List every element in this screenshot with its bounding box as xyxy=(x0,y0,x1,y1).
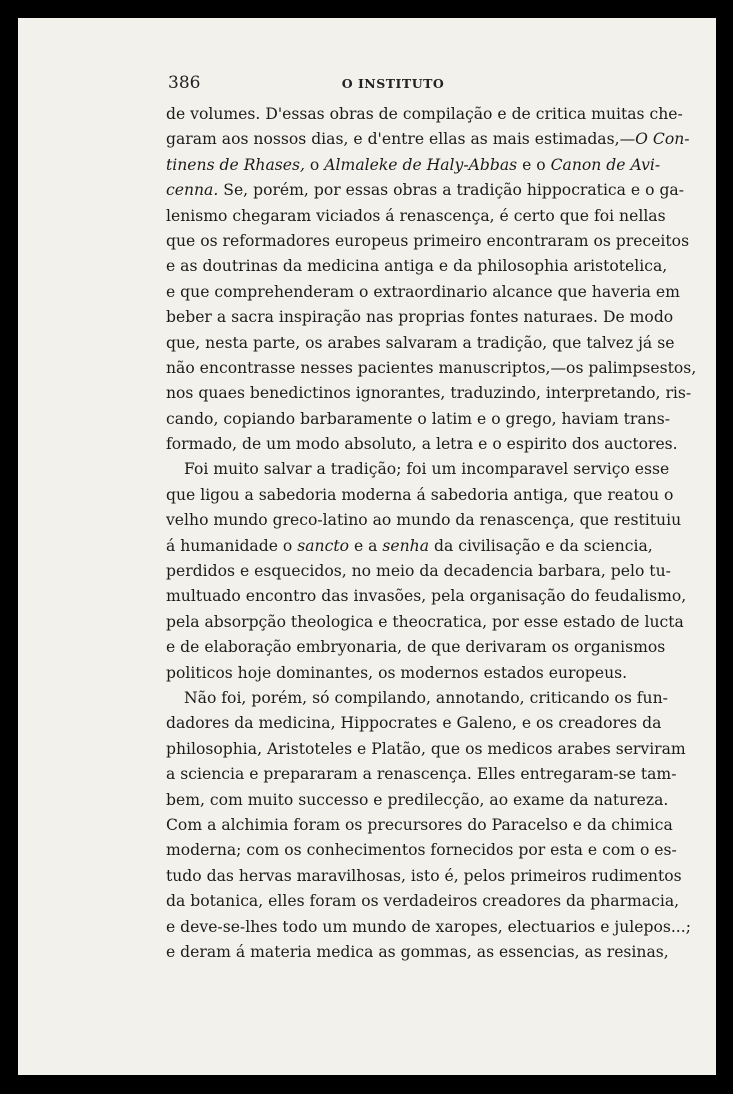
text-line xyxy=(166,508,682,533)
text-line xyxy=(166,940,669,965)
text-run: pela absorpção theologica e theocratica, por esse estado de lucta xyxy=(166,612,684,631)
text-line xyxy=(166,711,662,736)
text-run: moderna; com os conhecimentos fornecidos por esta e com o es- xyxy=(166,841,677,860)
text-line xyxy=(166,102,683,127)
text-run: cando, copiando barbaramente o latim e o grego, haviam trans- xyxy=(166,409,671,428)
text-line xyxy=(166,610,684,635)
text-line xyxy=(166,305,674,330)
text-run: Se, porém, por essas obras a tradição hippocratica e o ga- xyxy=(218,181,685,200)
text-line xyxy=(166,280,680,305)
text-line xyxy=(166,788,669,813)
text-line xyxy=(166,737,686,762)
body-text xyxy=(166,102,697,965)
text-run: lenismo chegaram viciados á renascença, é certo que foi nellas xyxy=(166,206,666,225)
text-line xyxy=(166,584,687,609)
text-run: Foi muito salvar a tradição; foi um incomparavel serviço esse xyxy=(184,460,670,479)
text-run: que os reformadores europeus primeiro encontraram os preceitos xyxy=(166,231,690,250)
italic-text: tinens de Rhases, xyxy=(166,155,305,174)
text-line xyxy=(166,229,690,254)
text-run: nos quaes benedictinos ignorantes, traduzindo, interpretando, ris- xyxy=(166,384,692,403)
text-line xyxy=(166,254,668,279)
italic-text: Canon de Avi- xyxy=(550,155,661,174)
text-run: e as doutrinas da medicina antiga e da philosophia aristotelica, xyxy=(166,257,668,276)
text-line xyxy=(166,153,661,178)
text-line xyxy=(166,915,691,940)
italic-text: cenna. xyxy=(166,181,219,200)
text-line xyxy=(166,204,666,229)
text-run: multuado encontro das invasões, pela organisação do feudalismo, xyxy=(166,587,687,606)
text-run: e de elaboração embryonaria, de que derivaram os organismos xyxy=(166,638,666,657)
text-run: bem, com muito successo e predilecção, ao exame da natureza. xyxy=(166,790,669,809)
text-run: tudo das hervas maravilhosas, isto é, pelos primeiros rudimentos xyxy=(166,866,682,885)
text-run: perdidos e esquecidos, no meio da decadencia barbara, pelo tu- xyxy=(166,562,671,581)
text-run: Não foi, porém, só compilando, annotando, criticando os fun- xyxy=(184,688,668,707)
text-run: politicos hoje dominantes, os modernos estados europeus. xyxy=(166,663,628,682)
text-line xyxy=(166,483,674,508)
text-line xyxy=(166,762,677,787)
text-run: e deram á materia medica as gommas, as essencias, as resinas, xyxy=(166,942,669,961)
text-run: não encontrasse nesses pacientes manuscriptos,—os palimpsestos, xyxy=(166,358,697,377)
italic-text: O Con- xyxy=(635,130,690,149)
text-run: o xyxy=(304,155,325,174)
text-run: da civilisação e da sciencia, xyxy=(429,536,653,555)
scan-border-top xyxy=(0,0,733,18)
book-page xyxy=(18,18,716,1075)
text-run: que, nesta parte, os arabes salvaram a tradição, que talvez já se xyxy=(166,333,675,352)
text-line xyxy=(166,457,670,482)
scan-border-left xyxy=(0,0,18,1094)
italic-text: Almaleke de Haly-Abbas xyxy=(324,155,518,174)
page-number: 386 xyxy=(168,73,201,93)
text-run: dadores da medicina, Hippocrates e Galeno, e os creadores da xyxy=(166,714,662,733)
text-line xyxy=(166,331,675,356)
text-run: e deve-se-lhes todo um mundo de xaropes, electuarios e julepos...; xyxy=(166,917,691,936)
text-run: de volumes. D'essas obras de compilação e de critica muitas che- xyxy=(166,105,683,123)
text-line xyxy=(166,534,653,559)
italic-text: senha xyxy=(382,536,430,555)
text-line xyxy=(166,813,673,838)
scan-border-bottom xyxy=(0,1075,733,1094)
running-title: O INSTITUTO xyxy=(341,76,445,91)
page-header xyxy=(18,18,716,98)
text-line xyxy=(166,559,671,584)
text-line xyxy=(166,407,671,432)
text-run: da botanica, elles foram os verdadeiros creadores da pharmacia, xyxy=(166,892,680,911)
text-run: e o xyxy=(517,155,551,174)
text-line xyxy=(166,432,678,457)
text-run: beber a sacra inspiração nas proprias fontes naturaes. De modo xyxy=(166,308,674,327)
text-line xyxy=(166,127,690,152)
text-line xyxy=(166,178,685,203)
text-line xyxy=(166,635,666,660)
text-run: velho mundo greco-latino ao mundo da renascença, que restituiu xyxy=(166,511,682,530)
text-run: á humanidade o xyxy=(166,536,298,555)
text-line xyxy=(166,356,697,381)
text-line xyxy=(166,686,668,711)
text-line xyxy=(166,889,680,914)
text-run: e a xyxy=(348,536,383,555)
text-run: que ligou a sabedoria moderna á sabedoria antiga, que reatou o xyxy=(166,485,674,504)
text-line xyxy=(166,864,682,889)
text-run: garam aos nossos dias, e d'entre ellas as mais estimadas,— xyxy=(166,130,636,149)
text-run: Com a alchimia foram os precursores do Paracelso e da chimica xyxy=(166,815,673,834)
scan-border-right xyxy=(716,0,733,1094)
text-run: a sciencia e prepararam a renascença. Elles entregaram-se tam- xyxy=(166,765,677,784)
text-run: e que comprehenderam o extraordinario alcance que haveria em xyxy=(166,282,680,301)
italic-text: sancto xyxy=(297,536,349,555)
text-run: philosophia, Aristoteles e Platão, que os medicos arabes serviram xyxy=(166,739,686,758)
text-run: formado, de um modo absoluto, a letra e o espirito dos auctores. xyxy=(166,435,678,454)
text-line xyxy=(166,661,644,686)
text-line xyxy=(166,838,677,863)
text-line xyxy=(166,381,692,406)
